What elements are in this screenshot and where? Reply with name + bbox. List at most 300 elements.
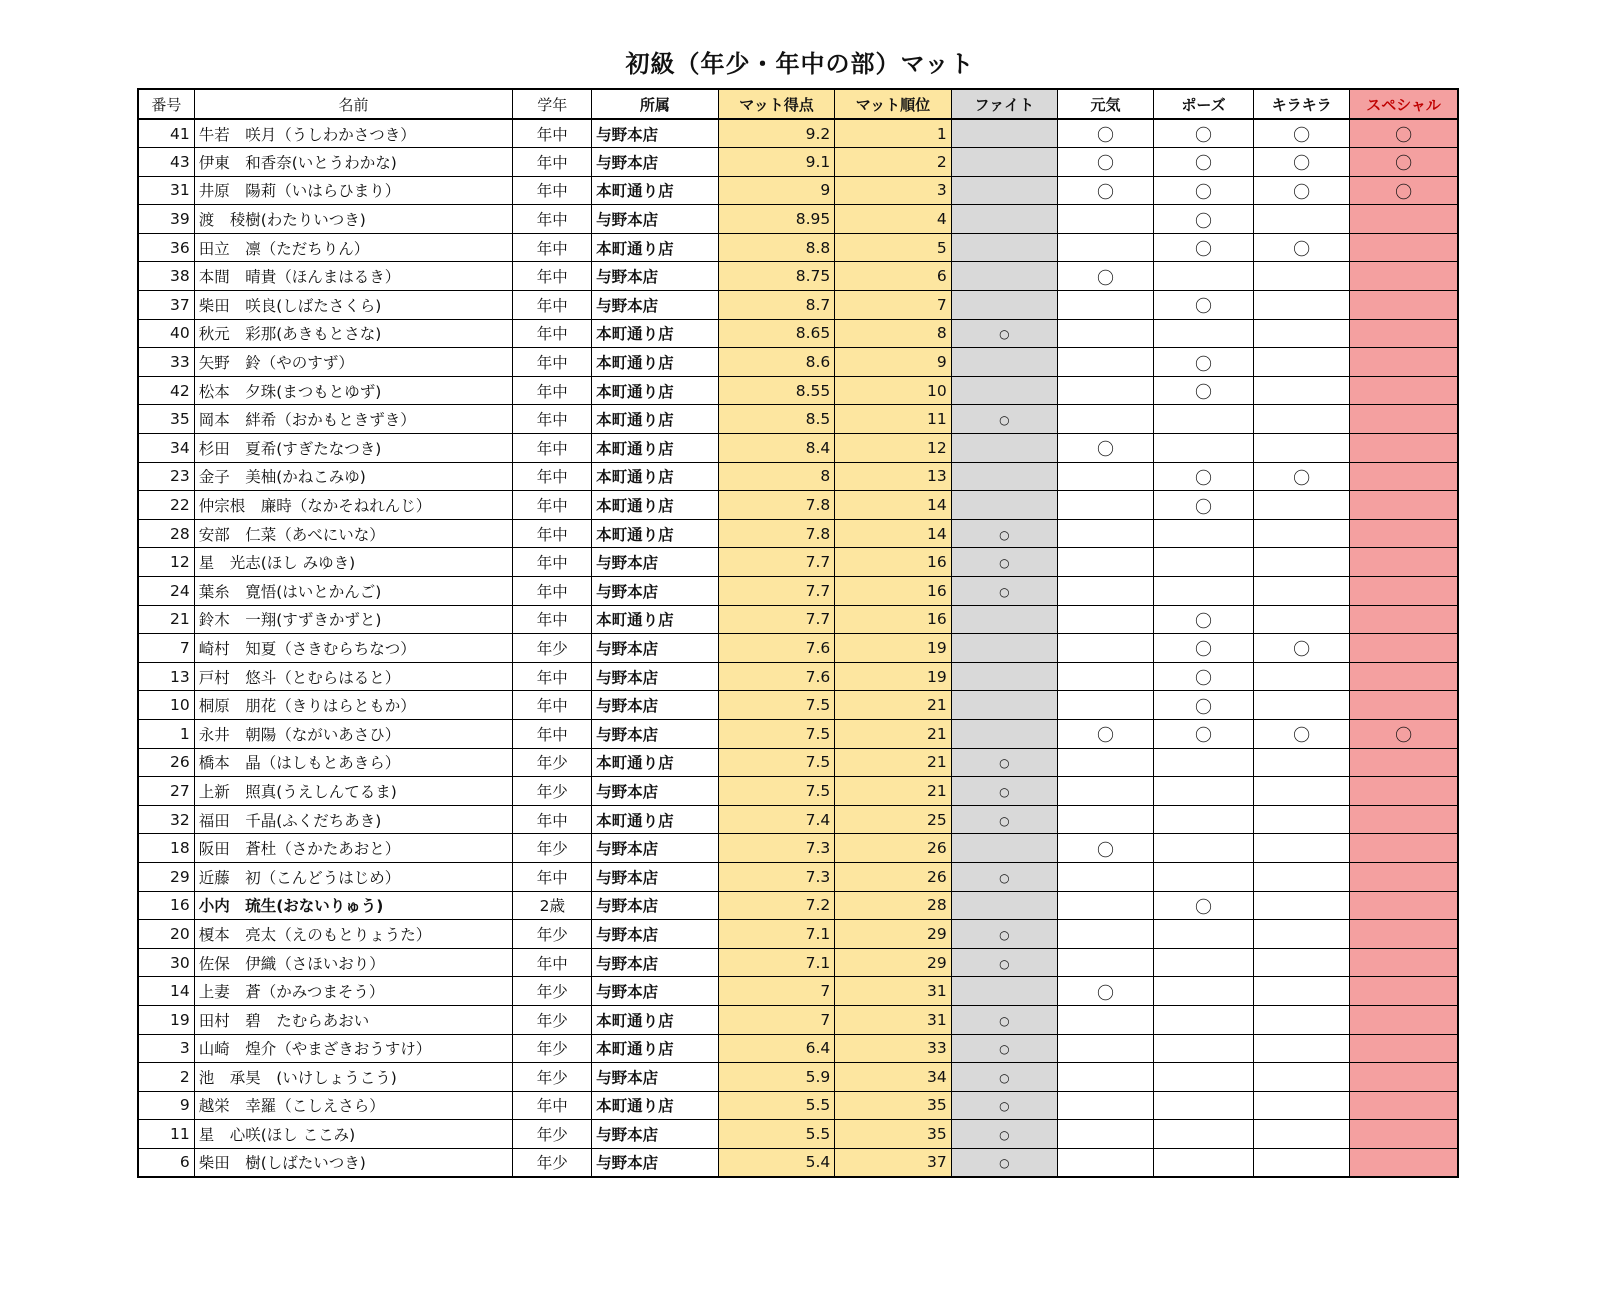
cell-number: 40 bbox=[138, 319, 194, 348]
cell-mat-score: 9.2 bbox=[718, 119, 834, 148]
cell-pose bbox=[1153, 691, 1253, 720]
cell-mat-rank: 25 bbox=[835, 805, 951, 834]
cell-special bbox=[1350, 634, 1458, 663]
cell-shop: 与野本店 bbox=[592, 119, 719, 148]
cell-special bbox=[1350, 691, 1458, 720]
cell-shop: 与野本店 bbox=[592, 262, 719, 291]
cell-pose bbox=[1153, 348, 1253, 377]
cell-number: 26 bbox=[138, 748, 194, 777]
cell-shop: 与野本店 bbox=[592, 719, 719, 748]
cell-grade: 年中 bbox=[513, 491, 592, 520]
table-row bbox=[138, 1120, 1458, 1149]
table-row bbox=[138, 376, 1458, 405]
cell-mat-score: 7 bbox=[718, 977, 834, 1006]
cell-mat-score: 5.5 bbox=[718, 1120, 834, 1149]
cell-mat-score: 8.65 bbox=[718, 319, 834, 348]
cell-mat-score: 7.3 bbox=[718, 834, 834, 863]
cell-shop: 与野本店 bbox=[592, 1120, 719, 1149]
table-row bbox=[138, 834, 1458, 863]
cell-fight bbox=[951, 805, 1057, 834]
cell-mat-score: 8.75 bbox=[718, 262, 834, 291]
cell-special bbox=[1350, 577, 1458, 606]
cell-genki bbox=[1057, 834, 1153, 863]
cell-name: 戸村 悠斗（とむらはると） bbox=[194, 662, 513, 691]
cell-grade: 年中 bbox=[513, 691, 592, 720]
cell-mat-score: 7.5 bbox=[718, 691, 834, 720]
table-row bbox=[138, 548, 1458, 577]
cell-kirakira bbox=[1254, 748, 1350, 777]
header-mat-rank: マット順位 bbox=[835, 89, 951, 119]
cell-shop: 本町通り店 bbox=[592, 434, 719, 463]
cell-shop: 与野本店 bbox=[592, 777, 719, 806]
cell-grade: 年少 bbox=[513, 1120, 592, 1149]
table-row bbox=[138, 434, 1458, 463]
cell-name: 柴田 咲良(しばたさくら) bbox=[194, 291, 513, 320]
table-row bbox=[138, 176, 1458, 205]
cell-mat-score: 7.6 bbox=[718, 634, 834, 663]
cell-kirakira bbox=[1254, 1063, 1350, 1092]
cell-number: 14 bbox=[138, 977, 194, 1006]
cell-special bbox=[1350, 777, 1458, 806]
cell-name: 近藤 初（こんどうはじめ） bbox=[194, 862, 513, 891]
cell-number: 19 bbox=[138, 1005, 194, 1034]
cell-grade: 年少 bbox=[513, 920, 592, 949]
cell-pose bbox=[1153, 462, 1253, 491]
cell-number: 12 bbox=[138, 548, 194, 577]
circle-mark: 〇 bbox=[1096, 154, 1114, 175]
table-row bbox=[138, 205, 1458, 234]
cell-name: 安部 仁菜（あべにいな） bbox=[194, 519, 513, 548]
circle-mark: 〇 bbox=[1195, 154, 1213, 175]
cell-number: 35 bbox=[138, 405, 194, 434]
cell-genki bbox=[1057, 462, 1153, 491]
header-special: スペシャル bbox=[1350, 89, 1458, 119]
cell-special bbox=[1350, 748, 1458, 777]
cell-pose bbox=[1153, 233, 1253, 262]
circle-mark: 〇 bbox=[1195, 640, 1213, 661]
circle-mark: 〇 bbox=[1195, 182, 1213, 203]
results-table bbox=[137, 88, 1459, 1178]
cell-name: 橋本 晶（はしもとあきら） bbox=[194, 748, 513, 777]
table-row bbox=[138, 262, 1458, 291]
cell-mat-score: 8.55 bbox=[718, 376, 834, 405]
table-row bbox=[138, 891, 1458, 920]
cell-fight bbox=[951, 748, 1057, 777]
cell-shop: 与野本店 bbox=[592, 662, 719, 691]
circle-mark: 〇 bbox=[1195, 669, 1213, 690]
cell-fight bbox=[951, 948, 1057, 977]
cell-fight bbox=[951, 1148, 1057, 1177]
circle-mark: ○ bbox=[999, 1156, 1010, 1171]
cell-pose bbox=[1153, 634, 1253, 663]
cell-kirakira bbox=[1254, 777, 1350, 806]
cell-shop: 与野本店 bbox=[592, 548, 719, 577]
table-row bbox=[138, 119, 1458, 148]
cell-fight bbox=[951, 205, 1057, 234]
cell-mat-score: 7.5 bbox=[718, 777, 834, 806]
cell-genki bbox=[1057, 891, 1153, 920]
cell-mat-rank: 7 bbox=[835, 291, 951, 320]
cell-mat-score: 8.5 bbox=[718, 405, 834, 434]
cell-mat-score: 9.1 bbox=[718, 148, 834, 177]
cell-kirakira bbox=[1254, 376, 1350, 405]
table-row bbox=[138, 519, 1458, 548]
cell-genki bbox=[1057, 519, 1153, 548]
table-row bbox=[138, 691, 1458, 720]
cell-pose bbox=[1153, 148, 1253, 177]
cell-pose bbox=[1153, 577, 1253, 606]
cell-grade: 年少 bbox=[513, 777, 592, 806]
cell-fight bbox=[951, 719, 1057, 748]
cell-grade: 年中 bbox=[513, 605, 592, 634]
cell-grade: 年中 bbox=[513, 434, 592, 463]
cell-kirakira bbox=[1254, 176, 1350, 205]
cell-mat-score: 8.4 bbox=[718, 434, 834, 463]
circle-mark: ○ bbox=[999, 527, 1010, 542]
cell-number: 31 bbox=[138, 176, 194, 205]
table-row bbox=[138, 920, 1458, 949]
cell-name: 仲宗根 廉時（なかそねれんじ） bbox=[194, 491, 513, 520]
cell-name: 本間 晴貴（ほんまはるき） bbox=[194, 262, 513, 291]
table-row bbox=[138, 719, 1458, 748]
cell-kirakira bbox=[1254, 1120, 1350, 1149]
cell-kirakira bbox=[1254, 319, 1350, 348]
cell-mat-rank: 35 bbox=[835, 1091, 951, 1120]
cell-number: 41 bbox=[138, 119, 194, 148]
cell-kirakira bbox=[1254, 834, 1350, 863]
cell-shop: 本町通り店 bbox=[592, 805, 719, 834]
cell-fight bbox=[951, 1091, 1057, 1120]
cell-mat-rank: 31 bbox=[835, 1005, 951, 1034]
cell-number: 39 bbox=[138, 205, 194, 234]
cell-genki bbox=[1057, 205, 1153, 234]
cell-fight bbox=[951, 834, 1057, 863]
cell-kirakira bbox=[1254, 205, 1350, 234]
cell-fight bbox=[951, 519, 1057, 548]
cell-shop: 本町通り店 bbox=[592, 1005, 719, 1034]
cell-special bbox=[1350, 548, 1458, 577]
cell-mat-score: 8.6 bbox=[718, 348, 834, 377]
cell-fight bbox=[951, 176, 1057, 205]
cell-kirakira bbox=[1254, 891, 1350, 920]
cell-mat-rank: 21 bbox=[835, 777, 951, 806]
cell-pose bbox=[1153, 977, 1253, 1006]
cell-mat-rank: 1 bbox=[835, 119, 951, 148]
cell-mat-score: 7.6 bbox=[718, 662, 834, 691]
circle-mark: ○ bbox=[999, 756, 1010, 771]
cell-mat-score: 9 bbox=[718, 176, 834, 205]
cell-kirakira bbox=[1254, 719, 1350, 748]
cell-genki bbox=[1057, 376, 1153, 405]
circle-mark: ○ bbox=[999, 556, 1010, 571]
cell-number: 24 bbox=[138, 577, 194, 606]
cell-kirakira bbox=[1254, 605, 1350, 634]
cell-name: 星 心咲(ほし ここみ) bbox=[194, 1120, 513, 1149]
cell-pose bbox=[1153, 834, 1253, 863]
cell-fight bbox=[951, 862, 1057, 891]
cell-special bbox=[1350, 605, 1458, 634]
cell-special bbox=[1350, 1034, 1458, 1063]
cell-kirakira bbox=[1254, 1148, 1350, 1177]
cell-name: 佐保 伊織（さほいおり） bbox=[194, 948, 513, 977]
cell-mat-score: 6.4 bbox=[718, 1034, 834, 1063]
cell-shop: 本町通り店 bbox=[592, 462, 719, 491]
cell-mat-rank: 21 bbox=[835, 748, 951, 777]
cell-mat-score: 7.2 bbox=[718, 891, 834, 920]
cell-number: 29 bbox=[138, 862, 194, 891]
circle-mark: 〇 bbox=[1195, 297, 1213, 318]
cell-kirakira bbox=[1254, 1005, 1350, 1034]
circle-mark: 〇 bbox=[1096, 268, 1114, 289]
cell-special bbox=[1350, 1005, 1458, 1034]
cell-fight bbox=[951, 491, 1057, 520]
cell-kirakira bbox=[1254, 119, 1350, 148]
cell-pose bbox=[1153, 719, 1253, 748]
circle-mark: 〇 bbox=[1195, 697, 1213, 718]
cell-shop: 本町通り店 bbox=[592, 748, 719, 777]
cell-name: 星 光志(ほし みゆき) bbox=[194, 548, 513, 577]
cell-grade: 年中 bbox=[513, 805, 592, 834]
cell-fight bbox=[951, 376, 1057, 405]
cell-fight bbox=[951, 662, 1057, 691]
cell-mat-score: 5.5 bbox=[718, 1091, 834, 1120]
cell-mat-rank: 37 bbox=[835, 1148, 951, 1177]
cell-fight bbox=[951, 548, 1057, 577]
cell-number: 27 bbox=[138, 777, 194, 806]
cell-genki bbox=[1057, 348, 1153, 377]
cell-number: 38 bbox=[138, 262, 194, 291]
table-row bbox=[138, 148, 1458, 177]
cell-mat-rank: 29 bbox=[835, 920, 951, 949]
cell-genki bbox=[1057, 233, 1153, 262]
cell-fight bbox=[951, 233, 1057, 262]
circle-mark: ○ bbox=[999, 327, 1010, 342]
cell-name: 福田 千晶(ふくだちあき) bbox=[194, 805, 513, 834]
cell-number: 21 bbox=[138, 605, 194, 634]
circle-mark: ○ bbox=[999, 784, 1010, 799]
cell-pose bbox=[1153, 1063, 1253, 1092]
cell-special bbox=[1350, 319, 1458, 348]
cell-pose bbox=[1153, 405, 1253, 434]
cell-mat-rank: 16 bbox=[835, 605, 951, 634]
cell-special bbox=[1350, 920, 1458, 949]
cell-genki bbox=[1057, 634, 1153, 663]
cell-name: 鈴木 一翔(すずきかずと) bbox=[194, 605, 513, 634]
circle-mark: 〇 bbox=[1293, 154, 1311, 175]
cell-name: 金子 美柚(かねこみゆ) bbox=[194, 462, 513, 491]
cell-pose bbox=[1153, 862, 1253, 891]
cell-genki bbox=[1057, 291, 1153, 320]
cell-genki bbox=[1057, 119, 1153, 148]
cell-grade: 年中 bbox=[513, 262, 592, 291]
cell-pose bbox=[1153, 1148, 1253, 1177]
circle-mark: 〇 bbox=[1293, 126, 1311, 147]
cell-number: 34 bbox=[138, 434, 194, 463]
cell-mat-rank: 35 bbox=[835, 1120, 951, 1149]
cell-shop: 与野本店 bbox=[592, 834, 719, 863]
cell-kirakira bbox=[1254, 462, 1350, 491]
circle-mark: 〇 bbox=[1096, 182, 1114, 203]
cell-pose bbox=[1153, 891, 1253, 920]
cell-name: 山崎 煌介（やまざきおうすけ） bbox=[194, 1034, 513, 1063]
cell-shop: 本町通り店 bbox=[592, 405, 719, 434]
cell-fight bbox=[951, 691, 1057, 720]
cell-special bbox=[1350, 1148, 1458, 1177]
cell-shop: 本町通り店 bbox=[592, 233, 719, 262]
cell-genki bbox=[1057, 1148, 1153, 1177]
circle-mark: ○ bbox=[999, 1042, 1010, 1057]
table-row bbox=[138, 1091, 1458, 1120]
cell-number: 23 bbox=[138, 462, 194, 491]
cell-number: 28 bbox=[138, 519, 194, 548]
cell-special bbox=[1350, 519, 1458, 548]
cell-mat-rank: 31 bbox=[835, 977, 951, 1006]
table-row bbox=[138, 977, 1458, 1006]
circle-mark: 〇 bbox=[1195, 726, 1213, 747]
cell-grade: 2歳 bbox=[513, 891, 592, 920]
cell-genki bbox=[1057, 862, 1153, 891]
circle-mark: ○ bbox=[999, 1070, 1010, 1085]
cell-shop: 本町通り店 bbox=[592, 1091, 719, 1120]
circle-mark: 〇 bbox=[1195, 240, 1213, 261]
cell-mat-rank: 14 bbox=[835, 491, 951, 520]
cell-grade: 年中 bbox=[513, 233, 592, 262]
cell-kirakira bbox=[1254, 862, 1350, 891]
cell-mat-rank: 34 bbox=[835, 1063, 951, 1092]
cell-special bbox=[1350, 977, 1458, 1006]
cell-shop: 与野本店 bbox=[592, 634, 719, 663]
cell-shop: 与野本店 bbox=[592, 691, 719, 720]
cell-pose bbox=[1153, 434, 1253, 463]
cell-grade: 年中 bbox=[513, 548, 592, 577]
cell-pose bbox=[1153, 205, 1253, 234]
cell-fight bbox=[951, 634, 1057, 663]
cell-grade: 年中 bbox=[513, 462, 592, 491]
cell-genki bbox=[1057, 777, 1153, 806]
cell-mat-rank: 26 bbox=[835, 834, 951, 863]
cell-special bbox=[1350, 434, 1458, 463]
cell-shop: 本町通り店 bbox=[592, 376, 719, 405]
table-row bbox=[138, 577, 1458, 606]
cell-shop: 与野本店 bbox=[592, 291, 719, 320]
cell-mat-rank: 9 bbox=[835, 348, 951, 377]
cell-fight bbox=[951, 405, 1057, 434]
cell-fight bbox=[951, 262, 1057, 291]
cell-special bbox=[1350, 719, 1458, 748]
circle-mark: 〇 bbox=[1096, 840, 1114, 861]
header-mat-score: マット得点 bbox=[718, 89, 834, 119]
circle-mark: 〇 bbox=[1096, 126, 1114, 147]
cell-pose bbox=[1153, 777, 1253, 806]
table-row bbox=[138, 233, 1458, 262]
cell-mat-score: 7.5 bbox=[718, 719, 834, 748]
cell-mat-rank: 11 bbox=[835, 405, 951, 434]
table-row bbox=[138, 1063, 1458, 1092]
cell-kirakira bbox=[1254, 662, 1350, 691]
cell-mat-rank: 29 bbox=[835, 948, 951, 977]
cell-number: 42 bbox=[138, 376, 194, 405]
cell-mat-rank: 19 bbox=[835, 634, 951, 663]
circle-mark: 〇 bbox=[1195, 383, 1213, 404]
cell-pose bbox=[1153, 1091, 1253, 1120]
cell-mat-rank: 10 bbox=[835, 376, 951, 405]
cell-shop: 与野本店 bbox=[592, 977, 719, 1006]
cell-kirakira bbox=[1254, 262, 1350, 291]
cell-name: 崎村 知夏（さきむらちなつ） bbox=[194, 634, 513, 663]
cell-fight bbox=[951, 605, 1057, 634]
circle-mark: 〇 bbox=[1195, 897, 1213, 918]
cell-name: 葉糸 寛悟(はいとかんご) bbox=[194, 577, 513, 606]
cell-kirakira bbox=[1254, 405, 1350, 434]
circle-mark: 〇 bbox=[1096, 726, 1114, 747]
cell-genki bbox=[1057, 176, 1153, 205]
cell-special bbox=[1350, 148, 1458, 177]
cell-shop: 与野本店 bbox=[592, 148, 719, 177]
cell-mat-score: 8.95 bbox=[718, 205, 834, 234]
cell-mat-rank: 26 bbox=[835, 862, 951, 891]
header-number: 番号 bbox=[138, 89, 194, 119]
cell-mat-score: 5.4 bbox=[718, 1148, 834, 1177]
cell-genki bbox=[1057, 548, 1153, 577]
cell-genki bbox=[1057, 719, 1153, 748]
table-row bbox=[138, 634, 1458, 663]
cell-special bbox=[1350, 291, 1458, 320]
cell-pose bbox=[1153, 176, 1253, 205]
cell-kirakira bbox=[1254, 233, 1350, 262]
header-pose: ポーズ bbox=[1153, 89, 1253, 119]
cell-name: 榎本 亮太（えのもとりょうた） bbox=[194, 920, 513, 949]
cell-pose bbox=[1153, 920, 1253, 949]
cell-shop: 与野本店 bbox=[592, 948, 719, 977]
cell-pose bbox=[1153, 748, 1253, 777]
cell-grade: 年中 bbox=[513, 205, 592, 234]
cell-fight bbox=[951, 462, 1057, 491]
cell-fight bbox=[951, 348, 1057, 377]
cell-grade: 年少 bbox=[513, 1005, 592, 1034]
cell-name: 阪田 蒼杜（さかたあおと） bbox=[194, 834, 513, 863]
cell-kirakira bbox=[1254, 1034, 1350, 1063]
cell-mat-rank: 4 bbox=[835, 205, 951, 234]
circle-mark: 〇 bbox=[1395, 182, 1413, 203]
cell-grade: 年少 bbox=[513, 634, 592, 663]
cell-grade: 年中 bbox=[513, 148, 592, 177]
header-row bbox=[138, 89, 1458, 119]
table-row bbox=[138, 605, 1458, 634]
cell-genki bbox=[1057, 1091, 1153, 1120]
cell-number: 22 bbox=[138, 491, 194, 520]
cell-mat-score: 7.8 bbox=[718, 519, 834, 548]
cell-fight bbox=[951, 434, 1057, 463]
cell-grade: 年少 bbox=[513, 1034, 592, 1063]
cell-pose bbox=[1153, 662, 1253, 691]
cell-name: 永井 朝陽（ながいあさひ） bbox=[194, 719, 513, 748]
cell-pose bbox=[1153, 519, 1253, 548]
cell-kirakira bbox=[1254, 577, 1350, 606]
circle-mark: 〇 bbox=[1096, 983, 1114, 1004]
cell-grade: 年中 bbox=[513, 519, 592, 548]
header-kirakira: キラキラ bbox=[1254, 89, 1350, 119]
cell-number: 6 bbox=[138, 1148, 194, 1177]
cell-shop: 本町通り店 bbox=[592, 176, 719, 205]
cell-pose bbox=[1153, 491, 1253, 520]
cell-pose bbox=[1153, 119, 1253, 148]
cell-number: 9 bbox=[138, 1091, 194, 1120]
table-row bbox=[138, 1005, 1458, 1034]
cell-pose bbox=[1153, 605, 1253, 634]
cell-special bbox=[1350, 348, 1458, 377]
cell-shop: 与野本店 bbox=[592, 920, 719, 949]
table-row bbox=[138, 491, 1458, 520]
